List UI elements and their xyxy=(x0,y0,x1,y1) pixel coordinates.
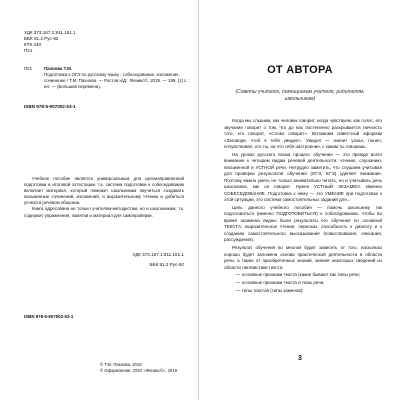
body-text xyxy=(224,118,382,295)
copyright-block xyxy=(100,362,177,374)
library-code: ББК 81.2.Рус-92 xyxy=(24,36,59,41)
section-subtitle: (Советы учителю, помощникам учителя, родителям, школьникам) xyxy=(235,89,365,102)
body-paragraph: На уроках русского языка процесс обучения — это прежде всего внимание к четырем видам речевой деятельности: чтению, слушанию, письменной и УСТНОЙ речи. Нетрудно заметить, что слушаем учитывая для проверки результатов обучения (ОГЭ, ЕГЭ) уделяет внимание. Поэтому важно уметь не только внимательно читать, но и учитывать речь школьника, как он говорит. Нужен УСТНЫЙ ЭКЗАМЕН. Именно СОБЕСЕДОВАНИЕ. Подготовка к нему — это УМЕНИЕ при подготовке к этой ситуации, это система самостоятельных заданий для... xyxy=(224,151,382,203)
body-paragraph: Когда мы слышим, как человек говорит, когда чувствуем, как голос, его звучание говорит о том, что до нас постепенно раскрывается личность того, кто говорит, «Слово говорит». Вспомним известный афоризм «Заговори, чтоб я тебя увидел». Увидел — значит узнал, понял, почувствовал, кто ты, на что тебя настроение, с каким ты говоришь. xyxy=(224,118,382,149)
cutter-code: П21 xyxy=(24,66,33,71)
page-number: 3 xyxy=(298,355,302,362)
author-name: Пахнова Т.М. xyxy=(44,66,72,71)
list-item: — основные признаки текста (какие бывают как типы речи; xyxy=(236,272,360,278)
body-paragraph: Результат обучения во многом будет зависеть от того, насколько хорошо будет заложена основа практической деятельности в области речи, а также от приобретенных знаний, знания некоторых сведений из области лингвистики текста: xyxy=(224,245,382,270)
library-codes xyxy=(24,30,76,54)
bibliographic-description: Подготовка к ОГЭ по русскому языку : собеседование, изложение, сочинение / Т.М. Пахнова. — Ростов н/Д : Феникс©, 2019. — 189, [1] с. : ил. — (Большая перемена). xyxy=(44,72,190,89)
body-paragraph: Цель данного учебного пособия — помочь школьнику так подготовиться (именно ПОДГОТОВИТЬСЯ) к собеседованию, чтобы во время экзамена видны были результаты его обучения по основной ТЕКСТА: выразительное чтение, пересказ, способность к диалогу и к созданию самостоятельного высказывания (повествования, описания, рассуждения). xyxy=(224,204,382,243)
isbn: ISBN 978-5-907002-53-1 xyxy=(24,104,76,109)
annotation-paragraph: Учебное пособие является универсальным для целенаправленной подготовки и итоговой аттестации, т.к. система подготовки к собеседованию включает материал, который поможет школьникам научиться создавать письменные сочинений, изложений, и выразительному чтению и добиться успеха в речевом общении. xyxy=(24,176,184,206)
classification-codes xyxy=(132,250,184,270)
list-item: — типы текстов (типы заменов); xyxy=(236,287,304,293)
library-code: П21 xyxy=(24,48,33,53)
library-code: КТК 440 xyxy=(24,42,42,47)
classification-code: ББК 81.2.Рус-92 xyxy=(149,262,184,267)
annotation-paragraph: Книга адресована не только учителям-методистам, но и школьникам, т.к. содержит упражнения, памятки и материал для самопроверки. xyxy=(24,206,184,218)
bibliographic-record xyxy=(24,66,192,90)
copyright-line: © Оформление: ООО «Феникс©», 2019 xyxy=(100,368,178,373)
left-page xyxy=(0,0,199,400)
list-item: — основные признаки текста и типы речи; xyxy=(236,279,325,285)
classification-code: УДК 373.167.1:811.161.1 xyxy=(132,252,184,257)
library-code: УДК 373.167.1:811.161.1 xyxy=(24,30,76,35)
annotation xyxy=(24,176,184,219)
isbn-bottom: ISBN 978-5-907002-53-1 xyxy=(24,314,74,319)
right-page xyxy=(200,0,400,400)
section-heading: ОТ АВТОРА xyxy=(267,64,333,76)
copyright-line: © Т.М. Пахнова, 2019 xyxy=(100,362,142,367)
